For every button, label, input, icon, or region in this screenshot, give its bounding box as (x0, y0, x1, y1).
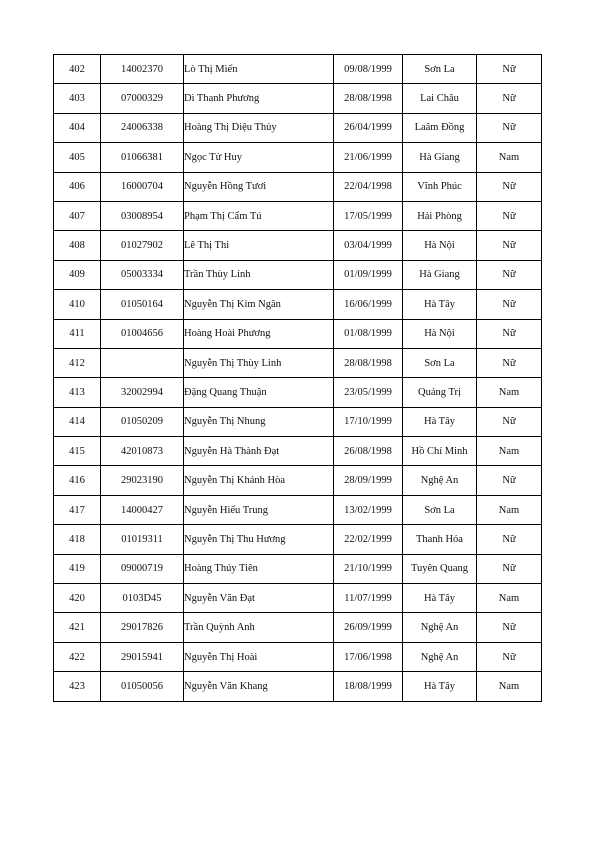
row-number-cell: 404 (54, 113, 101, 142)
province-cell: Hà Nội (403, 319, 477, 348)
province-cell: Hà Giang (403, 260, 477, 289)
full-name-cell: Nguyễn Văn Đạt (184, 584, 334, 613)
gender-cell: Nữ (477, 231, 542, 260)
row-number-cell: 419 (54, 554, 101, 583)
date-of-birth-cell: 17/05/1999 (334, 201, 403, 230)
gender-cell: Nữ (477, 525, 542, 554)
row-number-cell: 409 (54, 260, 101, 289)
table-row (54, 231, 542, 260)
full-name-cell: Hoàng Thị Diệu Thủy (184, 113, 334, 142)
province-cell: Quảng Trị (403, 378, 477, 407)
student-roster-table (53, 54, 542, 702)
date-of-birth-cell: 26/08/1998 (334, 437, 403, 466)
table-row (54, 525, 542, 554)
row-number-cell: 410 (54, 290, 101, 319)
date-of-birth-cell: 21/06/1999 (334, 143, 403, 172)
province-cell: Hà Tây (403, 584, 477, 613)
full-name-cell: Nguyễn Hà Thành Đạt (184, 437, 334, 466)
date-of-birth-cell: 21/10/1999 (334, 554, 403, 583)
gender-cell: Nam (477, 378, 542, 407)
registration-code-cell: 05003334 (101, 260, 184, 289)
full-name-cell: Đặng Quang Thuận (184, 378, 334, 407)
row-number-cell: 405 (54, 143, 101, 172)
row-number-cell: 414 (54, 407, 101, 436)
registration-code-cell: 29023190 (101, 466, 184, 495)
registration-code-cell: 14000427 (101, 495, 184, 524)
gender-cell: Nữ (477, 407, 542, 436)
date-of-birth-cell: 22/04/1998 (334, 172, 403, 201)
row-number-cell: 402 (54, 55, 101, 84)
row-number-cell: 406 (54, 172, 101, 201)
province-cell: Sơn La (403, 348, 477, 377)
full-name-cell: Nguyễn Thị Thùy Linh (184, 348, 334, 377)
registration-code-cell (101, 348, 184, 377)
row-number-cell: 412 (54, 348, 101, 377)
date-of-birth-cell: 17/06/1998 (334, 642, 403, 671)
registration-code-cell: 01050164 (101, 290, 184, 319)
province-cell: Lai Châu (403, 84, 477, 113)
province-cell: Sơn La (403, 55, 477, 84)
registration-code-cell: 01027902 (101, 231, 184, 260)
registration-code-cell: 01066381 (101, 143, 184, 172)
registration-code-cell: 01019311 (101, 525, 184, 554)
gender-cell: Nam (477, 672, 542, 701)
gender-cell: Nữ (477, 348, 542, 377)
table-row (54, 437, 542, 466)
registration-code-cell: 24006338 (101, 113, 184, 142)
gender-cell: Nam (477, 143, 542, 172)
registration-code-cell: 16000704 (101, 172, 184, 201)
gender-cell: Nữ (477, 84, 542, 113)
row-number-cell: 403 (54, 84, 101, 113)
date-of-birth-cell: 09/08/1999 (334, 55, 403, 84)
date-of-birth-cell: 16/06/1999 (334, 290, 403, 319)
registration-code-cell: 07000329 (101, 84, 184, 113)
gender-cell: Nữ (477, 113, 542, 142)
full-name-cell: Dì Thanh Phương (184, 84, 334, 113)
row-number-cell: 421 (54, 613, 101, 642)
full-name-cell: Trần Quỳnh Anh (184, 613, 334, 642)
province-cell: Vĩnh Phúc (403, 172, 477, 201)
full-name-cell: Nguyễn Thị Thu Hương (184, 525, 334, 554)
date-of-birth-cell: 28/08/1998 (334, 84, 403, 113)
table-row (54, 672, 542, 701)
full-name-cell: Hoàng Hoài Phương (184, 319, 334, 348)
gender-cell: Nữ (477, 466, 542, 495)
table-row (54, 84, 542, 113)
table-row (54, 554, 542, 583)
gender-cell: Nữ (477, 319, 542, 348)
registration-code-cell: 01004656 (101, 319, 184, 348)
gender-cell: Nữ (477, 642, 542, 671)
gender-cell: Nữ (477, 613, 542, 642)
full-name-cell: Phạm Thị Cẩm Tú (184, 201, 334, 230)
full-name-cell: Ngọc Tử Huy (184, 143, 334, 172)
row-number-cell: 423 (54, 672, 101, 701)
table-row (54, 642, 542, 671)
row-number-cell: 407 (54, 201, 101, 230)
roster-body (54, 55, 542, 702)
row-number-cell: 411 (54, 319, 101, 348)
row-number-cell: 408 (54, 231, 101, 260)
table-row (54, 55, 542, 84)
row-number-cell: 420 (54, 584, 101, 613)
date-of-birth-cell: 01/08/1999 (334, 319, 403, 348)
table-row (54, 613, 542, 642)
row-number-cell: 416 (54, 466, 101, 495)
full-name-cell: Nguyễn Thị Hoài (184, 642, 334, 671)
province-cell: Thanh Hóa (403, 525, 477, 554)
table-row (54, 113, 542, 142)
date-of-birth-cell: 22/02/1999 (334, 525, 403, 554)
table-row (54, 290, 542, 319)
gender-cell: Nữ (477, 172, 542, 201)
registration-code-cell: 42010873 (101, 437, 184, 466)
row-number-cell: 418 (54, 525, 101, 554)
full-name-cell: Nguyễn Hồng Tươi (184, 172, 334, 201)
date-of-birth-cell: 13/02/1999 (334, 495, 403, 524)
full-name-cell: Trần Thùy Linh (184, 260, 334, 289)
table-row (54, 407, 542, 436)
province-cell: Hải Phòng (403, 201, 477, 230)
date-of-birth-cell: 26/04/1999 (334, 113, 403, 142)
province-cell: Hà Nội (403, 231, 477, 260)
table-row (54, 348, 542, 377)
province-cell: Nghệ An (403, 613, 477, 642)
gender-cell: Nữ (477, 55, 542, 84)
registration-code-cell: 29015941 (101, 642, 184, 671)
date-of-birth-cell: 18/08/1999 (334, 672, 403, 701)
gender-cell: Nữ (477, 260, 542, 289)
province-cell: Sơn La (403, 495, 477, 524)
date-of-birth-cell: 03/04/1999 (334, 231, 403, 260)
full-name-cell: Nguyễn Thị Khánh Hòa (184, 466, 334, 495)
province-cell: Hà Giang (403, 143, 477, 172)
date-of-birth-cell: 28/08/1998 (334, 348, 403, 377)
province-cell: Hà Tây (403, 672, 477, 701)
province-cell: Nghệ An (403, 466, 477, 495)
row-number-cell: 422 (54, 642, 101, 671)
registration-code-cell: 14002370 (101, 55, 184, 84)
table-row (54, 172, 542, 201)
date-of-birth-cell: 17/10/1999 (334, 407, 403, 436)
full-name-cell: Lò Thị Miến (184, 55, 334, 84)
full-name-cell: Nguyễn Văn Khang (184, 672, 334, 701)
province-cell: Hồ Chí Minh (403, 437, 477, 466)
registration-code-cell: 29017826 (101, 613, 184, 642)
registration-code-cell: 03008954 (101, 201, 184, 230)
row-number-cell: 417 (54, 495, 101, 524)
table-row (54, 201, 542, 230)
gender-cell: Nam (477, 584, 542, 613)
date-of-birth-cell: 28/09/1999 (334, 466, 403, 495)
table-row (54, 495, 542, 524)
date-of-birth-cell: 01/09/1999 (334, 260, 403, 289)
gender-cell: Nữ (477, 290, 542, 319)
full-name-cell: Lê Thị Thi (184, 231, 334, 260)
full-name-cell: Nguyễn Thị Nhung (184, 407, 334, 436)
gender-cell: Nam (477, 495, 542, 524)
gender-cell: Nữ (477, 201, 542, 230)
table-row (54, 584, 542, 613)
province-cell: Tuyên Quang (403, 554, 477, 583)
table-row (54, 143, 542, 172)
gender-cell: Nữ (477, 554, 542, 583)
full-name-cell: Nguyễn Thị Kim Ngân (184, 290, 334, 319)
registration-code-cell: 01050209 (101, 407, 184, 436)
full-name-cell: Nguyễn Hiếu Trung (184, 495, 334, 524)
date-of-birth-cell: 11/07/1999 (334, 584, 403, 613)
province-cell: Hà Tây (403, 407, 477, 436)
table-row (54, 378, 542, 407)
registration-code-cell: 01050056 (101, 672, 184, 701)
full-name-cell: Hoàng Thúy Tiên (184, 554, 334, 583)
gender-cell: Nam (477, 437, 542, 466)
date-of-birth-cell: 23/05/1999 (334, 378, 403, 407)
row-number-cell: 415 (54, 437, 101, 466)
row-number-cell: 413 (54, 378, 101, 407)
province-cell: Hà Tây (403, 290, 477, 319)
table-row (54, 466, 542, 495)
date-of-birth-cell: 26/09/1999 (334, 613, 403, 642)
registration-code-cell: 0103D45 (101, 584, 184, 613)
registration-code-cell: 32002994 (101, 378, 184, 407)
province-cell: Laâm Đồng (403, 113, 477, 142)
registration-code-cell: 09000719 (101, 554, 184, 583)
table-row (54, 260, 542, 289)
table-row (54, 319, 542, 348)
province-cell: Nghệ An (403, 642, 477, 671)
